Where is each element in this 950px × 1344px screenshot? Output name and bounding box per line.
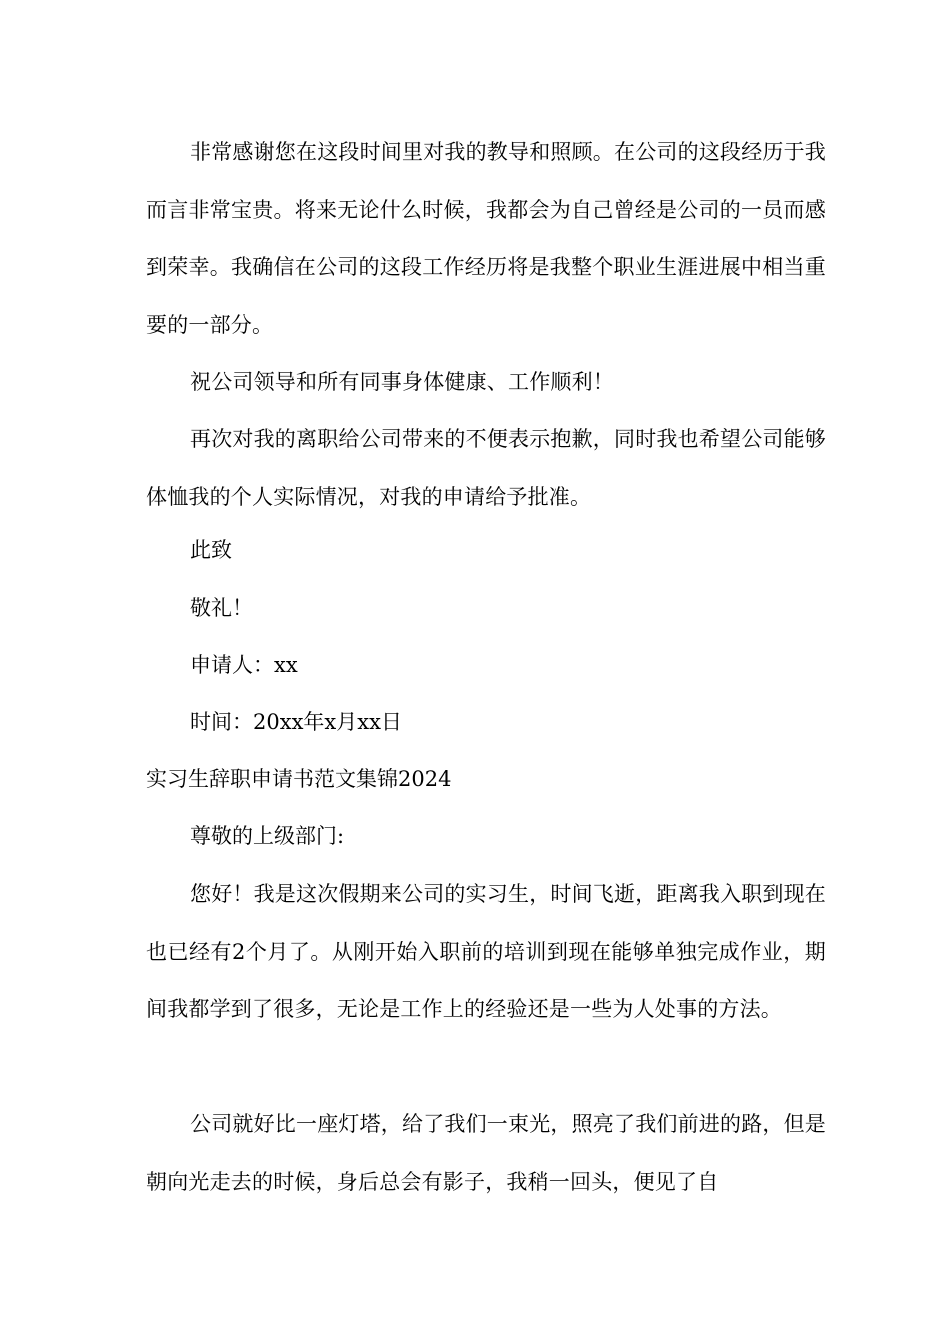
paragraph-wishes: 祝公司领导和所有同事身体健康、工作顺利！ bbox=[190, 370, 614, 394]
paragraph-gratitude: 非常感谢您在这段时间里对我的教导和照顾。在公司的这段经历于我而言非常宝贵。将来无论什么时候，我都会为自己曾经是公司的一员而感到荣幸。我确信在公司的这段工作经历将是我整个职业生涯进展中相当重要的一部分。 bbox=[146, 140, 826, 337]
closing-line: 此致 bbox=[190, 538, 232, 562]
section-title: 实习生辞职申请书范文集锦2024 bbox=[146, 767, 452, 791]
paragraph-lighthouse: 公司就好比一座灯塔，给了我们一束光，照亮了我们前进的路，但是朝向光走去的时候，身后总会有影子，我稍一回头，便见了自 bbox=[146, 1112, 826, 1194]
date-line: 时间：20xx年x月xx日 bbox=[190, 710, 402, 734]
paragraph-intro: 您好！我是这次假期来公司的实习生，时间飞逝，距离我入职到现在也已经有2个月了。从刚开始入职前的培训到现在能够单独完成作业，期间我都学到了很多，无论是工作上的经验还是一些为人处事的方法。 bbox=[146, 882, 826, 1021]
paragraph-apology: 再次对我的离职给公司带来的不便表示抱歉，同时我也希望公司能够体恤我的个人实际情况，对我的申请给予批准。 bbox=[146, 427, 826, 509]
applicant-line: 申请人：xx bbox=[190, 653, 298, 677]
salute-line: 敬礼！ bbox=[190, 596, 253, 620]
greeting-line: 尊敬的上级部门: bbox=[190, 824, 345, 848]
